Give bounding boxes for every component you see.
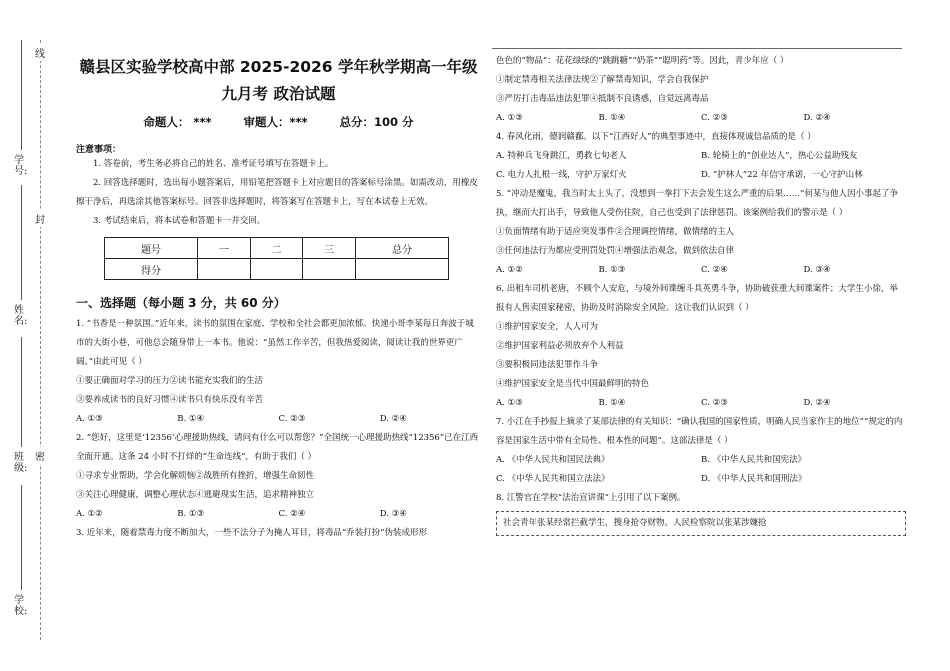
seal-dotted-line: [40, 40, 41, 640]
question-1-statement: ③要养成读书的良好习惯④读书只有快乐没有辛苦: [76, 395, 264, 405]
question-5-statement: ①负面情绪有助于适应突发事件②合理调控情绪，做情绪的主人: [496, 227, 735, 237]
option-a[interactable]: A. ①③: [496, 398, 523, 408]
notice-item: 2. 回答选择题时，选出每小题答案后，用铅笔把答题卡上对应题目的答案标号涂黑。如需改动，用橡皮擦干净后，再选涂其他答案标号。回答非选择题时，将答案写在答题卡上，写在本试卷上无效。: [76, 178, 478, 207]
margin-line: [21, 485, 23, 590]
option-c[interactable]: C. 电力人扎根一线，守护万家灯火: [496, 170, 627, 180]
exam-meta: [76, 114, 481, 130]
option-a[interactable]: A. 《中华人民共和国民法典》: [496, 455, 610, 465]
question-4-options: [496, 147, 906, 166]
question-6-statement: ②维护国家利益必须放弃个人利益: [496, 341, 624, 351]
question-6-statement: ①维护国家安全，人人可为: [496, 322, 599, 332]
question-3-options: [496, 109, 906, 128]
score-cell[interactable]: [198, 259, 251, 280]
margin-line: [21, 337, 23, 447]
section-heading: 一、选择题（每小题 3 分，共 60 分）: [76, 296, 286, 310]
option-c[interactable]: C. ②③: [701, 113, 728, 123]
score-cell[interactable]: [303, 259, 356, 280]
score-header: 题号: [105, 238, 198, 259]
left-column: [76, 52, 481, 543]
option-a[interactable]: A. ①②: [496, 265, 523, 275]
option-b[interactable]: B. ①③: [177, 509, 205, 519]
question-6-options: [496, 394, 906, 413]
option-d[interactable]: D. “护林人”22 年信守承诺，一心守护山林: [701, 170, 863, 180]
margin-line: [21, 40, 23, 150]
question-2-options: [76, 505, 481, 524]
option-b[interactable]: B. ①④: [598, 398, 626, 408]
margin-line: [21, 185, 23, 300]
notice-item: 1. 答卷前，考生务必将自己的姓名、准考证号填写在答题卡上。: [93, 159, 334, 169]
option-d[interactable]: D. ②④: [803, 398, 831, 408]
question-7-options: [496, 470, 906, 489]
seal-char-line: 线: [34, 44, 46, 61]
question-1-options: [76, 410, 481, 429]
author: 命题人： ***: [143, 115, 212, 129]
binding-margin: [0, 0, 62, 671]
exam-title-line1: 赣县区实验学校高中部 2025-2026 学年秋学期高一年级: [79, 58, 478, 76]
score-header: 一: [198, 238, 251, 259]
student-id-label: 学号:: [14, 155, 28, 177]
option-c[interactable]: C. ②④: [278, 509, 306, 519]
score-cell[interactable]: [250, 259, 303, 280]
case-box: 社会青年张某经常拦截学生，搜身抢夺财物。人民检察院以张某涉嫌抢: [496, 511, 906, 536]
top-rule: [492, 48, 902, 49]
question-3-statement: ①制定禁毒相关法律法规②了解禁毒知识，学会自我保护: [496, 75, 709, 85]
option-c[interactable]: C. ②③: [278, 414, 306, 424]
notice-heading: 注意事项：: [76, 145, 122, 155]
option-c[interactable]: C. 《中华人民共和国立法法》: [496, 474, 610, 484]
option-d[interactable]: D. ③④: [803, 265, 831, 275]
option-b[interactable]: B. ①④: [177, 414, 205, 424]
score-table: [104, 237, 449, 280]
option-b[interactable]: B. ①④: [598, 113, 626, 123]
seal-char-seal: 封: [34, 210, 46, 227]
question-5-options: [496, 261, 906, 280]
option-a[interactable]: A. ①③: [76, 414, 103, 424]
question-3-stem-cont: 色色的“物品”：花花绿绿的“跳跳糖”“奶茶”“聪明药”等。因此，青少年应（ ）: [496, 56, 789, 66]
notice-item: 3. 考试结束后，将本试卷和答题卡一并交回。: [93, 216, 266, 226]
question-2-statement: ①寻求专业帮助，学会化解烦恼②战胜所有挫折，增强生命韧性: [76, 471, 315, 481]
question-6-stem: 6. 出租车司机老唐，不顾个人安危，与境外间谍缠斗具英勇斗争，协助破获重大间谍案件；大学生小徐，举报有人售卖国家秘密，协助及时消除安全风险。这让我们认识到（ ）: [496, 284, 898, 313]
question-7-stem: 7. 小江在手抄报上摘录了某部法律的有关知识：“确认我国的国家性质，明确人民当家作主的地位”“规定的内容是国家生活中带有全局性、根本性的问题”。这部法律是（ ）: [496, 417, 903, 446]
question-3-stem: 3. 近年来，随着禁毒力度不断加大，一些不法分子为掩人耳目，将毒品“乔装打扮”伪装成形形: [76, 528, 428, 538]
reviewer: 审题人：***: [243, 115, 308, 129]
option-a[interactable]: A. ①③: [496, 113, 523, 123]
right-column: [496, 52, 906, 536]
option-b[interactable]: B. 轮椅上的“创业达人”，热心公益助残友: [701, 151, 858, 161]
question-1-statement: ①要正确面对学习的压力②读书能充实我们的生活: [76, 376, 264, 386]
option-a[interactable]: A. 特种兵飞身跳江，勇救七旬老人: [496, 151, 627, 161]
score-header: 二: [250, 238, 303, 259]
score-header: 三: [303, 238, 356, 259]
score-cell[interactable]: [355, 259, 448, 280]
total-score: 总分：100 分: [339, 115, 414, 129]
school-label: 学校:: [14, 595, 28, 617]
question-6-statement: ④维护国家安全是当代中国最鲜明的特色: [496, 379, 650, 389]
question-4-options: [496, 166, 906, 185]
class-label: 班级:: [14, 452, 28, 474]
option-b[interactable]: B. ①③: [598, 265, 626, 275]
option-d[interactable]: D. 《中华人民共和国刑法》: [701, 474, 807, 484]
question-5-stem: 5. “冲动是魔鬼，我当时太上头了，没想到一拳打下去会发生这么严重的后果……”何某与他人因小事起了争执，继而大打出手，导致他人受伤住院，自己也受到了法律惩罚。该案例给我们的警示是（ ）: [496, 189, 899, 218]
score-row-label: 得分: [105, 259, 198, 280]
option-d[interactable]: D. ②④: [379, 414, 407, 424]
question-2-statement: ③关注心理健康，调整心理状态④逃避现实生活，追求精神独立: [76, 490, 315, 500]
question-7-options: [496, 451, 906, 470]
option-c[interactable]: C. ②③: [701, 398, 728, 408]
option-b[interactable]: B. 《中华人民共和国宪法》: [701, 455, 807, 465]
option-d[interactable]: D. ②④: [803, 113, 831, 123]
option-a[interactable]: A. ①②: [76, 509, 103, 519]
seal-char-secret: 密: [34, 447, 46, 464]
option-d[interactable]: D. ③④: [379, 509, 407, 519]
question-8-stem: 8. 江警官在学校“法治宣讲课”上引用了以下案例。: [496, 493, 686, 503]
exam-title-line2: 九月考 政治试题: [221, 85, 336, 103]
name-label: 姓名:: [14, 305, 28, 327]
question-6-statement: ③要积极同违法犯罪作斗争: [496, 360, 599, 370]
question-1-stem: 1. “书香是一种氛围。”近年来，读书的氛围在家庭、学校和全社会都更加浓郁。快递小哥李某每日奔波于城市的大街小巷，可他总会随身带上一本书。他说：“虽然工作辛苦，但我热爱阅读，阅读让我的世界更广阔。”由此可见（ ）: [76, 319, 474, 367]
question-3-statement: ③严厉打击毒品违法犯罪④抵制不良诱惑，自觉远离毒品: [496, 94, 709, 104]
question-2-stem: 2. “您好，这里是‘12356’心理援助热线，请问有什么可以帮您？”全国统一心理援助热线“12356”已在江西全面开通。这条 24 小时不打烊的“生命连线”，有助于我们（ ）: [76, 433, 479, 462]
question-5-statement: ③任何违法行为都应受刑罚处罚④增强法治观念，做到依法自律: [496, 246, 735, 256]
question-4-stem: 4. 春风化雨，德润赣鄱。以下“江西好人”的典型事迹中，直接体现诚信品质的是（ ）: [496, 132, 816, 142]
score-header: 总分: [355, 238, 448, 259]
option-c[interactable]: C. ②④: [701, 265, 728, 275]
